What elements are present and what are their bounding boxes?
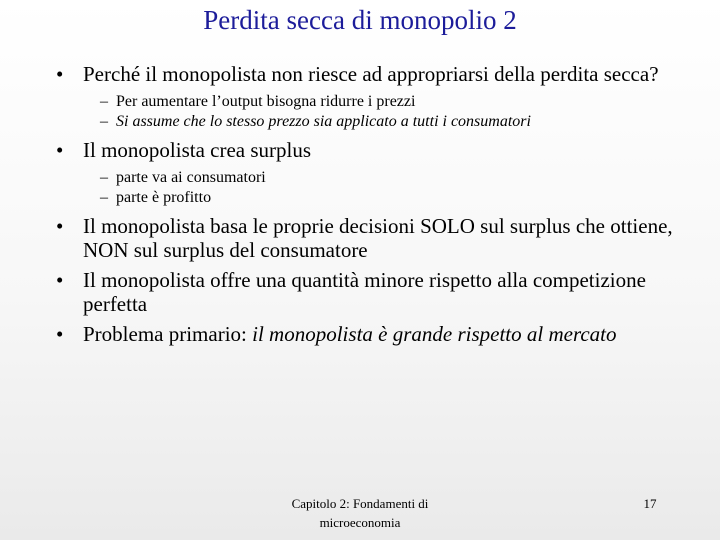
- dash-icon: –: [100, 189, 108, 206]
- bullet-text: Perché il monopolista non riesce ad appropriarsi della perdita secca?: [83, 62, 659, 86]
- sub-item: [100, 92, 696, 112]
- sub-item-text: Si assume che lo stesso prezzo sia applicato a tutti i consumatori: [116, 113, 531, 130]
- bullet-text: Il monopolista basa le proprie decisioni SOLO sul surplus che ottiene, NON sul surplus del consumatore: [83, 214, 673, 262]
- sub-item: [100, 188, 696, 208]
- bullet-text: Il monopolista offre una quantità minore rispetto alla competizione perfetta: [83, 268, 646, 316]
- bullet-icon: •: [56, 322, 64, 346]
- bullet-icon: •: [56, 268, 64, 292]
- sub-item-text: parte è profitto: [116, 189, 212, 206]
- dash-icon: –: [100, 169, 108, 186]
- bullet-item: [56, 322, 696, 346]
- bullet-text-italic: il monopolista è grande rispetto al mercato: [252, 322, 617, 346]
- sub-item: [100, 112, 696, 132]
- sub-item-text: parte va ai consumatori: [116, 169, 266, 186]
- slide-title: Perdita secca di monopolio 2: [203, 5, 517, 35]
- bullet-icon: •: [56, 62, 64, 86]
- slide-body: [56, 62, 696, 352]
- bullet-text-plain: Problema primario:: [83, 322, 253, 346]
- bullet-item: [56, 214, 696, 262]
- bullet-item: [56, 138, 696, 162]
- sub-list: [100, 92, 696, 132]
- sub-item: [100, 168, 696, 188]
- dash-icon: –: [100, 113, 108, 130]
- sub-item-text: Per aumentare l’output bisogna ridurre i prezzi: [116, 93, 416, 110]
- bullet-icon: •: [56, 214, 64, 238]
- slide-footer: Capitolo 2: Fondamenti di microeconomia: [291, 496, 429, 530]
- bullet-text: Il monopolista crea surplus: [83, 138, 312, 162]
- bullet-icon: •: [56, 138, 64, 162]
- bullet-item: [56, 62, 696, 86]
- dash-icon: –: [100, 93, 108, 110]
- bullet-item: [56, 268, 696, 316]
- sub-list: [100, 168, 696, 208]
- page-number: 17: [643, 496, 657, 511]
